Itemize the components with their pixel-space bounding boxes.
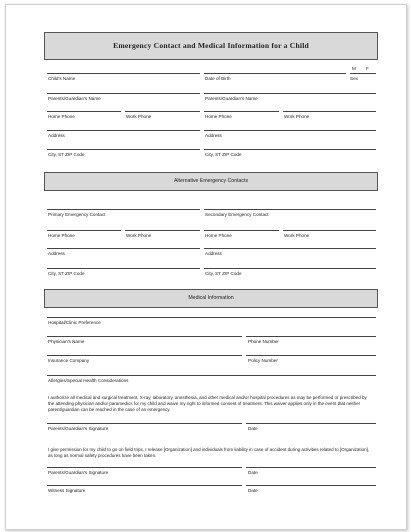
alt-work-phone2-label: Work Phone [284, 233, 310, 238]
address2-line[interactable] [204, 130, 376, 131]
policy-number-label: Policy Number [248, 358, 278, 363]
parent1-label: Parents/Guardian's Name [48, 96, 101, 101]
sex-line[interactable] [350, 73, 376, 74]
secondary-contact-line[interactable] [204, 209, 376, 210]
alt-address2-label: Address [205, 251, 222, 256]
hospital-line[interactable] [47, 317, 376, 318]
alt-city1-label: City, ST ZIP Code [48, 271, 85, 276]
city2-label: City, ST ZIP Code [205, 152, 242, 157]
male-option[interactable]: M [352, 66, 356, 71]
alt-address2-line[interactable] [204, 248, 376, 249]
parent2-label: Parents/Guardian's Name [205, 96, 258, 101]
alt-city2-line[interactable] [204, 268, 376, 269]
dob-label: Date of Birth [205, 76, 231, 81]
city2-line[interactable] [204, 149, 376, 150]
signature2-line[interactable] [47, 467, 242, 468]
insurance-label: Insurance Company [48, 358, 90, 363]
signature2-label: Parents/Guardian's Signature [48, 470, 109, 475]
secondary-contact-label: Secondary Emergency Contact [205, 212, 269, 217]
alt-city1-line[interactable] [47, 268, 200, 269]
alt-work-phone1-line[interactable] [125, 230, 200, 231]
child-name-line[interactable] [47, 73, 200, 74]
female-option[interactable]: F [366, 66, 369, 71]
date3-line[interactable] [246, 485, 376, 486]
alt-address1-label: Address [48, 251, 65, 256]
physician-line[interactable] [47, 336, 242, 337]
hospital-label: Hospital/Clinic Preference [48, 320, 101, 325]
date1-label: Date [248, 426, 258, 431]
parent2-line[interactable] [204, 93, 376, 94]
address2-label: Address [205, 133, 222, 138]
allergies-line[interactable] [47, 375, 376, 376]
city1-line[interactable] [47, 149, 200, 150]
home-phone1-label: Home Phone [48, 114, 75, 119]
signature1-label: Parents/Guardian's Signature [48, 426, 109, 431]
alt-work-phone2-line[interactable] [283, 230, 376, 231]
insurance-line[interactable] [47, 355, 242, 356]
work-phone2-label: Work Phone [284, 114, 310, 119]
alt-home-phone2-line[interactable] [204, 230, 279, 231]
physician-label: Physician's Name [48, 339, 85, 344]
home-phone2-line[interactable] [204, 111, 279, 112]
home-phone1-line[interactable] [47, 111, 121, 112]
work-phone2-line[interactable] [283, 111, 376, 112]
primary-contact-label: Primary Emergency Contact [48, 212, 106, 217]
allergies-label: Allergies/Special Health Considerations [48, 378, 129, 383]
alt-home-phone2-label: Home Phone [205, 233, 232, 238]
address1-line[interactable] [47, 130, 200, 131]
date3-label: Date [248, 488, 258, 493]
signature1-line[interactable] [47, 423, 242, 424]
policy-number-line[interactable] [246, 355, 376, 356]
home-phone2-label: Home Phone [205, 114, 232, 119]
alt-city2-label: City, ST ZIP Code [205, 271, 242, 276]
city1-label: City, ST ZIP Code [48, 152, 85, 157]
address1-label: Address [48, 133, 65, 138]
sex-label: Sex [350, 76, 358, 81]
alt-address1-line[interactable] [47, 248, 200, 249]
phone-number-label: Phone Number [248, 339, 279, 344]
alt-work-phone1-label: Work Phone [126, 233, 152, 238]
consent-paragraph: I authorize all medical and surgical treatment, X-ray, laboratory, anesthesia, and other medical and/or hospital procedures as may be performed or prescribed by the attending physician and/or paramedics for my child and waive my right to informed consent of treatment. This waiver applies only in the event that neither parent/guardian can be reached in the case of an emergency. [48, 395, 367, 413]
date2-line[interactable] [246, 467, 376, 468]
witness-line[interactable] [47, 485, 242, 486]
work-phone1-line[interactable] [125, 111, 200, 112]
alt-home-phone1-line[interactable] [47, 230, 121, 231]
work-phone1-label: Work Phone [126, 114, 152, 119]
date2-label: Date [248, 470, 258, 475]
date1-line[interactable] [246, 423, 376, 424]
parent1-line[interactable] [47, 93, 200, 94]
form-title: Emergency Contact and Medical Information for a Child [44, 32, 378, 60]
alt-home-phone1-label: Home Phone [48, 233, 75, 238]
dob-line[interactable] [204, 73, 346, 74]
witness-label: Witness Signature [48, 488, 86, 493]
phone-number-line[interactable] [246, 336, 376, 337]
medical-information-header: Medical Information [44, 289, 378, 308]
primary-contact-line[interactable] [47, 209, 200, 210]
child-name-label: Child's Name [48, 76, 76, 81]
field-trip-paragraph: I give permission for my child to go on field trips. I release [Organization] and individuals from liability in case of accident during activities related to [Organization], as long as normal safety procedures have been taken. [48, 447, 370, 459]
alternative-contacts-header: Alternative Emergency Contacts [44, 172, 378, 191]
